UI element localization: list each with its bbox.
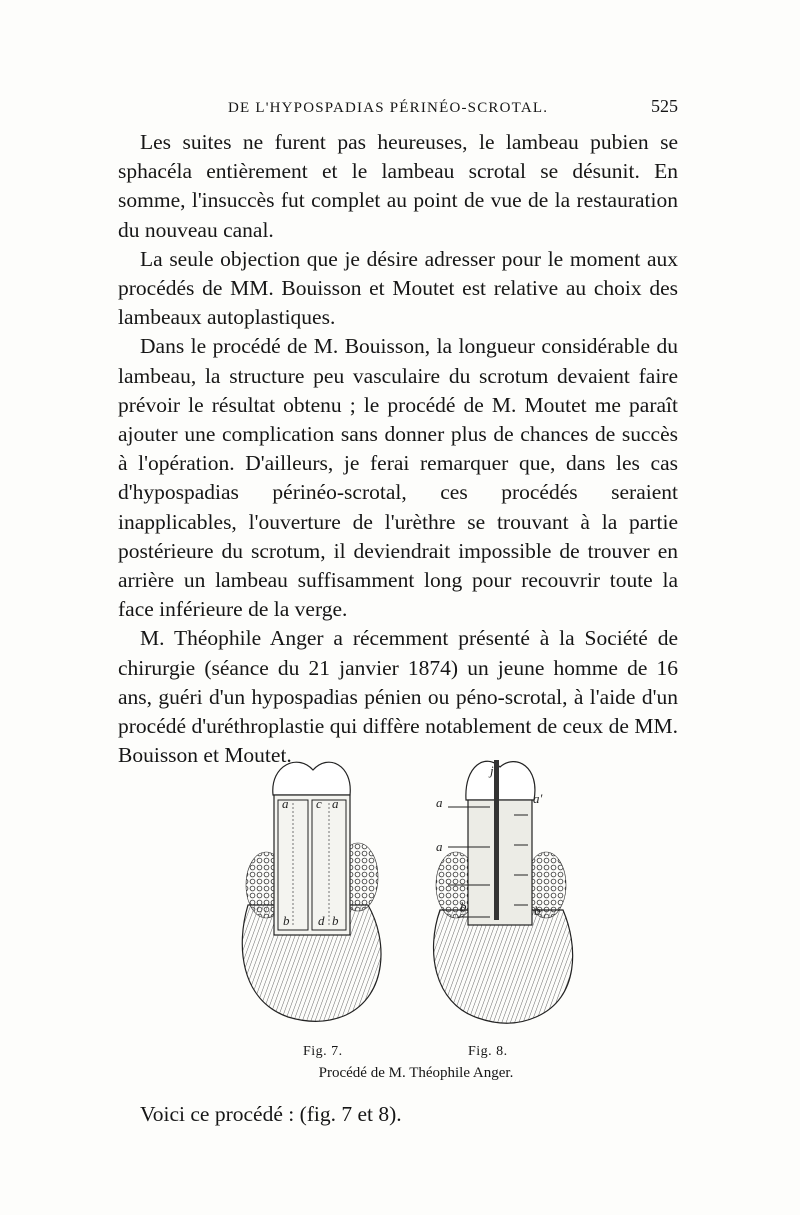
closing-line: Voici ce procédé : (fig. 7 et 8). [140,1102,402,1126]
fig8-letter: j [490,763,494,778]
fig8-letter: b [460,899,467,914]
paragraph: La seule objection que je désire adresser pour le moment aux procédés de MM. Bouisson et Moutet est relative au choix des lambeaux autoplastiques. [118,246,678,330]
paragraph: M. Théophile Anger a récemment présenté à la Société de chirurgie (séance du 21 janvier 1874) un jeune homme de 16 ans, guéri d'un hypospadias pénien ou péno-scrotal, à l'aide d'un procédé d'uréthroplastie qui diffère notablement de ceux de MM. Bouisson et Moutet. [118,626,678,768]
figure-caption: Procédé de M. Théophile Anger. [318,1065,514,1081]
page-number: 525 [651,96,678,116]
glans [466,761,535,800]
fig8-letter: a [436,839,443,854]
fig8-label: Fig. 8. [468,1044,508,1059]
fig7-letter: b [283,913,290,928]
shaft [468,800,532,925]
paragraph: Dans le procédé de M. Bouisson, la longueur considérable du lambeau, la structure peu vasculaire du scrotum devaient faire prévoir le résultat obtenu ; le procédé de M. Moutet me paraît ajouter une complication sans donner plus de chances de succès à l'opération. D'ailleurs, je ferai remarquer que, dans les cas d'hypospadias périnéo-scrotal, ces procédés seraient inapplicables, l'ouverture de l'urèthre se trouvant à la partie postérieure du scrotum, il deviendrait impossible de trouver en arrière un lambeau suffisamment long pour recouvrir toute la face inférieure de la verge. [118,334,678,622]
fig8-letter: a' [533,791,543,806]
glans [273,762,350,795]
sound-rod [494,760,499,920]
fig8-letter: b [534,903,541,918]
figure-plate [228,745,588,1080]
paragraph: Les suites ne furent pas heureuses, le lambeau pubien se sphacéla entièrement et le lambeau scrotal se désunit. En somme, l'insuccès fut complet au point de vue de la restauration du nouveau canal. [118,130,678,242]
body-text [118,128,678,770]
figure-8-drawing [434,760,573,1023]
scrotum [434,910,573,1023]
anatomical-engraving [228,745,588,1045]
running-title: DE L'HYPOSPADIAS PÉRINÉO-SCROTAL. [228,100,549,116]
fig7-letter: c [316,796,322,811]
fig8-letter: a [436,795,443,810]
fig7-letter: b [332,913,339,928]
fig7-label: Fig. 7. [303,1044,343,1059]
fig7-letter: d [318,913,325,928]
fig7-letter: a [282,796,289,811]
fig7-letter: a [332,796,339,811]
figure-7-drawing [242,762,381,1021]
running-head [118,96,678,117]
